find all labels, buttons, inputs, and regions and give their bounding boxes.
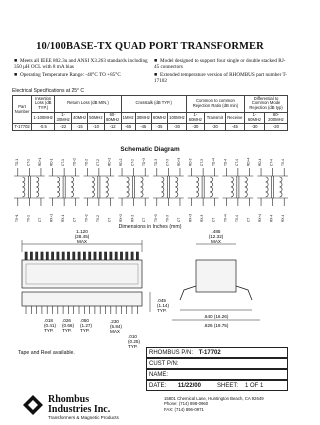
pin-label-bottom: TX+1 <box>14 214 19 222</box>
pitch-type: TYP. <box>80 328 90 333</box>
pin-label-bottom: TX-4 <box>234 215 239 222</box>
lead-top-row <box>136 252 138 260</box>
pin-label-top: RD-1 <box>49 158 54 166</box>
header-cell: Common to common Rejection Ratio (dB min) <box>186 96 244 113</box>
pin-label-top: TD+4 <box>211 158 216 166</box>
pin-label-bottom: RX-1 <box>61 214 66 222</box>
header-cell: Insertion Loss (dB TYP.) <box>32 96 55 113</box>
dimensions-title: Dimensions in Inches (mm) <box>118 224 182 230</box>
lead-top-row <box>120 252 122 260</box>
standoff-mm: (1.14) <box>157 303 170 308</box>
company-logo <box>48 395 119 420</box>
table-cell: -45 <box>225 124 245 131</box>
pin-label-bottom: TX-3 <box>165 215 170 222</box>
pin-label-bottom: RX+2 <box>119 213 124 222</box>
pin-label-top: TX-4 <box>281 159 286 166</box>
pin-label-bottom: TX+2 <box>84 214 89 222</box>
date-sheet-row <box>146 380 288 391</box>
pin-label-top: CT-4 <box>234 159 239 166</box>
pin-label-top: CT-2 <box>95 159 100 166</box>
header-cell: 60MHz <box>151 112 167 124</box>
table-cell: -12 <box>104 124 121 131</box>
pin-label-top: TD+2 <box>72 158 77 166</box>
date-label: DATE: <box>149 383 167 389</box>
lead-top-row <box>73 252 75 260</box>
table-cell: -45 <box>135 124 151 131</box>
width-value: .485 <box>211 230 221 234</box>
foot-value: .026 <box>62 318 71 323</box>
lead-top-row <box>36 252 38 260</box>
sheet-label: SHEET: <box>217 383 239 389</box>
table-cell: -22 <box>55 124 72 131</box>
header-cell: 1-60MHz <box>186 112 204 124</box>
header-cell: Differential to Common Mode Rejection (dB typ) <box>245 96 288 113</box>
transformer-coil <box>14 176 45 198</box>
pin-label-top: TD-3 <box>153 158 158 166</box>
lead-top-row <box>62 252 64 260</box>
header-cell: 60-80MHz <box>105 112 120 122</box>
pitch-mm: (1.27) <box>80 323 93 328</box>
standoff-value: .045 <box>157 298 166 303</box>
table-cell: -10 <box>88 124 104 131</box>
standoff-type: TYP. <box>157 308 167 313</box>
part-number-row <box>146 347 288 358</box>
pin-label-bottom: TX+4 <box>223 214 228 222</box>
footprint-outer: .826 (19.75) <box>203 323 229 328</box>
pin-label-top: CT-1 <box>61 159 66 166</box>
name-row <box>146 369 288 380</box>
top-view-body <box>22 260 142 288</box>
table-cell: -0.5 <box>32 124 55 131</box>
tape-reel-note: Tape and Reel available. <box>18 350 75 356</box>
length-value: 1.120 <box>76 230 88 234</box>
pin-label-bottom: RX-2 <box>130 214 135 222</box>
lead-thickness-mm: (0.25) <box>128 339 141 344</box>
pin-label-bottom: CT <box>107 217 112 222</box>
transformer-coil <box>84 176 115 198</box>
pin-label-top: TD-4 <box>223 158 228 166</box>
lead-top-row <box>83 252 85 260</box>
table-cell: -30 <box>186 124 204 131</box>
transformer-coil <box>49 176 80 198</box>
table-cell: -30 <box>245 124 265 131</box>
sheet-value: 1 OF 1 <box>245 383 264 389</box>
pin-label-top: TD+3 <box>142 158 147 166</box>
pin-label-top: RD+3 <box>176 157 181 166</box>
header-cell: 1MHz <box>121 112 135 124</box>
lead-thickness-type: TYP. <box>128 344 138 348</box>
end-view-lead-right <box>236 286 252 300</box>
table-cell: -35 <box>151 124 167 131</box>
table-row <box>13 124 288 131</box>
header-cell: 50MHz <box>88 112 104 124</box>
pin-label-bottom: CT <box>211 217 216 222</box>
feature-item: ■ Operating Temperature Range: -40°C TO +85°C <box>14 71 121 78</box>
lead-top-row <box>57 252 59 260</box>
table-cell: -30 <box>205 124 226 131</box>
pin-label-top: CT-4 <box>269 159 274 166</box>
table-header-row <box>13 96 288 113</box>
header-cell: 30MHz <box>135 112 151 124</box>
pin-label-top: RD-2 <box>119 158 124 166</box>
pin-label-bottom: CT <box>142 217 147 222</box>
lead-top-row <box>99 252 101 260</box>
width-type: MAX <box>211 239 221 244</box>
dimension-drawing <box>0 230 300 348</box>
header-cell: 1-60MHz <box>245 112 265 124</box>
transformer-coil <box>188 176 219 198</box>
table-cell: -15 <box>72 124 88 131</box>
company-tagline: Transformers & Magnetic Products <box>48 415 119 420</box>
pin-label-top: CT-2 <box>130 159 135 166</box>
table-cell: -65 <box>121 124 135 131</box>
header-cell: 40MHz <box>72 112 88 124</box>
fax-line: FAX: (714) 896-0971 <box>164 406 204 412</box>
features-left <box>14 58 149 78</box>
table-cell: T-17702 <box>14 123 30 129</box>
address-line: 15801 Chemical Lane, Huntington Beach, CA 92649 <box>164 396 264 401</box>
height-mm: (5.84) <box>110 324 123 329</box>
cust-pn-row <box>146 358 288 369</box>
feature-item: ■ Meets all IEEE 802.3u and ANSI X3.263 standards including 350 μH OCL with 8 mA bias <box>14 58 148 71</box>
electrical-spec-label: Electrical Specifications at 25° C <box>12 88 85 94</box>
table-cell: -30 <box>168 124 187 131</box>
length-mm: (28.45) <box>74 234 90 239</box>
pin-label-bottom: CT <box>72 217 77 222</box>
lead-top-row <box>115 252 117 260</box>
pin-label-bottom: CT <box>37 217 42 222</box>
pin-label-top: CT-3 <box>200 159 205 166</box>
header-cell: 1-30MHz <box>56 112 70 122</box>
pin-label-bottom: TX+3 <box>153 214 158 222</box>
header-cell: Crosstalk (dB TYP.) <box>121 96 186 113</box>
lead-top-row <box>126 252 128 260</box>
pin-label-bottom: RX+3 <box>188 213 193 222</box>
pin-label-bottom: RX-4 <box>269 214 274 222</box>
cust-pn-label: CUST P/N: <box>149 361 179 367</box>
company-name-line2: Industries Inc. <box>48 404 111 415</box>
transformer-coil <box>223 176 254 198</box>
lead-top-row <box>30 252 32 260</box>
pin-label-bottom: RX-4 <box>281 214 286 222</box>
schematic-title: Schematic Diagram <box>120 146 180 153</box>
height-value: .230 <box>110 319 119 324</box>
width-mm: (12.32) <box>208 234 224 239</box>
lead-top-row <box>94 252 96 260</box>
lead-top-row <box>105 252 107 260</box>
lead-top-row <box>25 252 27 260</box>
name-label: NAME: <box>149 372 169 378</box>
pin-label-bottom: CT <box>246 217 251 222</box>
header-cell: Part Number <box>13 96 32 124</box>
pin-label-bottom: RX+1 <box>49 213 54 222</box>
header-cell: Return Loss (dB MIN.) <box>55 96 121 113</box>
header-cell: Receive <box>225 112 245 124</box>
feature-item: ■ Model designed to support four single or double stacked RJ-45 connectors <box>154 58 286 71</box>
table-cell: -20 <box>264 124 287 131</box>
header-cell: 100MHz <box>168 112 187 124</box>
pitch-value: .050 <box>80 318 89 323</box>
transformer-coil <box>153 176 184 198</box>
top-view-leads <box>25 252 139 260</box>
lead-top-row <box>41 252 43 260</box>
header-cell: 1-100MHz <box>32 112 55 124</box>
lead-top-row <box>46 252 48 260</box>
pin-label-bottom: CT <box>176 217 181 222</box>
pn-label: RHOMBUS P/N: <box>149 350 194 356</box>
lead-top-row <box>131 252 133 260</box>
pin-label-bottom: RX+4 <box>258 213 263 222</box>
company-name-line1: Rhombus <box>48 394 90 405</box>
phone-line: Phone: (714) 898-0960 <box>164 401 209 407</box>
pin-label-bottom: TX-1 <box>26 215 31 222</box>
pin-label-top: CT-3 <box>165 159 170 166</box>
side-view-leads <box>26 306 137 314</box>
lead-top-row <box>89 252 91 260</box>
pin-label-top: RD+4 <box>246 157 251 166</box>
part-number: T-17702 <box>198 350 221 356</box>
date-value: 11/22/00 <box>177 383 201 389</box>
end-view-lead-left <box>180 286 196 300</box>
features-right <box>154 58 289 85</box>
lead-width-mm: (0.41) <box>44 323 57 328</box>
lead-width-type: TYP. <box>44 328 54 333</box>
transformer-coil <box>118 176 149 198</box>
pin-label-top: TD-1 <box>14 158 19 166</box>
lead-top-row <box>110 252 112 260</box>
feature-item: ■ Extended temperature version of RHOMBUS part number T-17102 <box>154 71 287 85</box>
transformer-coil <box>257 176 288 198</box>
pin-label-top: RD+2 <box>107 157 112 166</box>
pin-label-top: RD-4 <box>258 158 263 166</box>
header-cell: 60-200MHz <box>264 112 287 124</box>
lead-top-row <box>78 252 80 260</box>
height-type: MAX <box>110 329 120 334</box>
page-title: 10/100BASE-TX QUAD PORT TRANSFORMER <box>36 41 264 52</box>
schematic-diagram <box>10 154 290 222</box>
pin-label-top: TD-2 <box>84 158 89 166</box>
end-view-body <box>196 260 236 292</box>
company-address <box>164 396 264 412</box>
foot-type: TYP. <box>62 328 72 333</box>
pin-label-top: CT-1 <box>26 159 31 166</box>
rhombus-logo-icon <box>22 394 44 416</box>
foot-mm: (0.66) <box>62 323 75 328</box>
header-cell: Transmit <box>205 112 226 124</box>
length-type: MAX <box>77 239 87 244</box>
lead-top-row <box>67 252 69 260</box>
side-view-body <box>22 292 142 306</box>
pin-label-bottom: RX-3 <box>200 214 205 222</box>
pin-label-top: RD-3 <box>188 158 193 166</box>
pin-label-bottom: TX-2 <box>95 215 100 222</box>
lead-thickness-value: .010 <box>128 334 137 339</box>
lead-width-value: .018 <box>44 318 53 323</box>
footprint-inner: .640 (16.26) <box>203 314 229 319</box>
pin-label-top: RD+1 <box>37 157 42 166</box>
spec-table <box>12 95 288 131</box>
lead-top-row <box>52 252 54 260</box>
table-subheader-row <box>13 112 288 124</box>
